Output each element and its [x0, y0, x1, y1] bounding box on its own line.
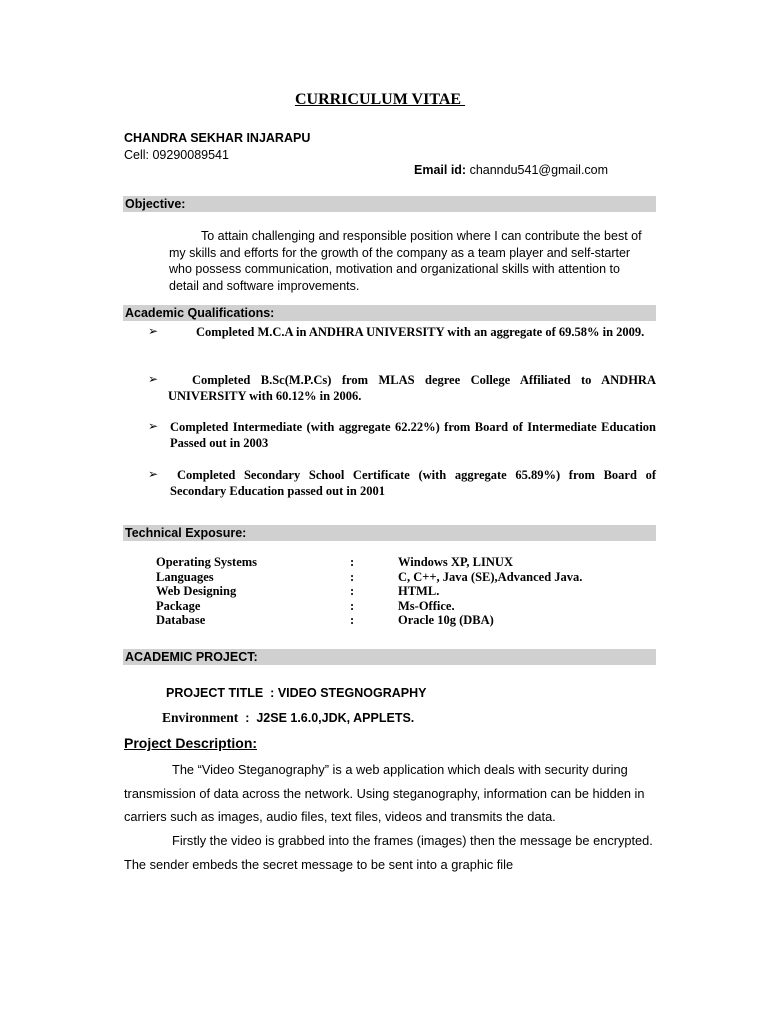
- email-value: channdu541@gmail.com: [469, 163, 609, 177]
- tech-value: C, C++, Java (SE),Advanced Java.: [398, 569, 583, 584]
- environment-line: [162, 710, 414, 726]
- project-description-body: [124, 758, 654, 877]
- objective-paragraph: To attain challenging and responsible position where I can contribute the best of my skills and efforts for the growth of the company as a team player and self-starter who possess communication, motivation and organizational skills with attention to detail and software improvements.: [169, 229, 642, 293]
- tech-value: Ms-Office.: [398, 598, 455, 613]
- environment-separator: :: [238, 711, 257, 725]
- table-row: [156, 555, 582, 570]
- email-label: Email id:: [414, 163, 467, 177]
- academic-item-text: Completed Secondary School Certificate (with aggregate 65.89%) from Board of Secondary Education passed out in 2001: [170, 468, 656, 498]
- arrow-bullet-icon: ➢: [148, 324, 159, 338]
- objective-text: [169, 228, 649, 294]
- tech-sep: :: [350, 584, 355, 599]
- tech-sep: :: [350, 569, 355, 584]
- project-title-label: PROJECT TITLE :: [166, 686, 275, 700]
- project-title-line: [166, 686, 426, 700]
- environment-label: Environment: [162, 710, 239, 725]
- objective-heading: Objective:: [123, 196, 656, 212]
- environment-value: J2SE 1.6.0,JDK, APPLETS.: [256, 711, 415, 725]
- academic-item-text: Completed Intermediate (with aggregate 62.22%) from Board of Intermediate Education Passed out in 2003: [170, 420, 656, 450]
- cell-number: Cell: 09290089541: [124, 148, 229, 162]
- table-row: [156, 599, 582, 614]
- document-title: CURRICULUM VITAE: [294, 91, 466, 108]
- candidate-name: CHANDRA SEKHAR INJARAPU: [124, 131, 311, 145]
- tech-key: Package: [156, 598, 201, 613]
- tech-key: Web Designing: [156, 584, 237, 599]
- project-title-value: VIDEO STEGNOGRAPHY: [277, 686, 427, 700]
- academic-item-text: Completed M.C.A in ANDHRA UNIVERSITY with an aggregate of 69.58% in 2009.: [196, 325, 645, 339]
- project-description-heading: Project Description:: [124, 735, 258, 751]
- table-row: [156, 570, 582, 585]
- academic-item-text: Completed B.Sc(M.P.Cs) from MLAS degree College Affiliated to ANDHRA UNIVERSITY with 60.12% in 2006.: [168, 373, 656, 403]
- table-row: [156, 584, 582, 599]
- project-heading: ACADEMIC PROJECT:: [123, 649, 656, 665]
- table-row: [156, 613, 582, 628]
- arrow-bullet-icon: ➢: [148, 372, 159, 386]
- description-text: Firstly the video is grabbed into the frames (images) then the message be encrypted. The sender embeds the secret message to be sent into a graphic file: [124, 833, 653, 872]
- description-paragraph: [124, 758, 654, 829]
- tech-value: Oracle 10g (DBA): [398, 613, 494, 628]
- tech-value: HTML.: [398, 584, 440, 599]
- technical-table: [156, 555, 582, 628]
- description-text: The “Video Steganography” is a web application which deals with security during transmission of data across the network. Using steganography, information can be hidden in carriers such as images, audio files, text files, videos and transmits the data.: [124, 762, 645, 825]
- tech-sep: :: [350, 598, 355, 613]
- tech-key: Operating Systems: [156, 555, 258, 569]
- arrow-bullet-icon: ➢: [148, 419, 159, 433]
- technical-heading: Technical Exposure:: [123, 525, 656, 541]
- arrow-bullet-icon: ➢: [148, 467, 159, 481]
- description-paragraph: [124, 829, 654, 876]
- tech-key: Languages: [156, 569, 214, 584]
- tech-key: Database: [156, 613, 206, 628]
- tech-sep: :: [350, 613, 355, 628]
- tech-value: Windows XP, LINUX: [398, 555, 513, 569]
- tech-sep: :: [350, 555, 355, 569]
- email-line: [414, 163, 608, 177]
- academic-heading: Academic Qualifications:: [123, 305, 656, 321]
